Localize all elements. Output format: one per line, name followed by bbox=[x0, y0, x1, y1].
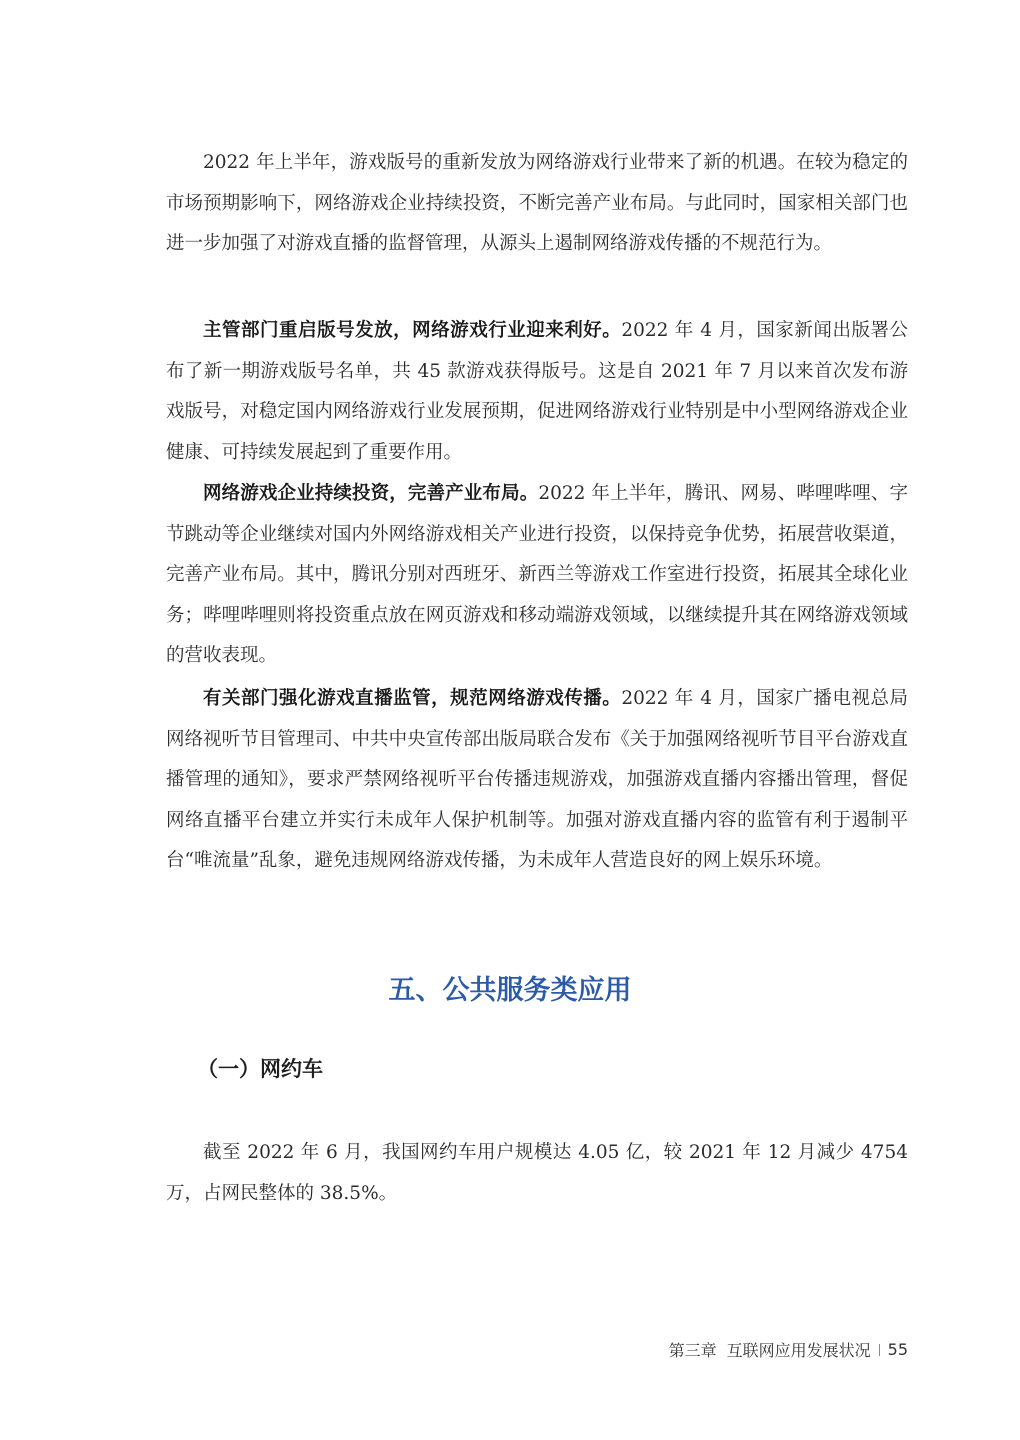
footer-separator bbox=[879, 1344, 880, 1356]
page-footer bbox=[669, 1338, 908, 1361]
paragraph-lead: 有关部门强化游戏直播监管，规范网络游戏传播。 bbox=[203, 688, 622, 709]
paragraph-lead: 主管部门重启版号发放，网络游戏行业迎来利好。 bbox=[203, 320, 622, 341]
paragraph-intro bbox=[166, 143, 908, 265]
paragraph-livestream-regulation bbox=[166, 679, 908, 882]
paragraph-investment bbox=[166, 474, 908, 677]
paragraph-text: 2022 年 4 月，国家新闻出版署公布了新一期游戏版号名单，共 45 款游戏获得版号。这是自 2021 年 7 月以来首次发布游戏版号，对稳定国内网络游戏行业发展预期，促进网络游戏行业特别是中小型网络游戏企业健康、可持续发展起到了重要作用。 bbox=[166, 320, 908, 463]
paragraph-license-approval bbox=[166, 311, 908, 473]
page-number: 55 bbox=[887, 1340, 908, 1359]
footer-chapter: 第三章 bbox=[668, 1341, 717, 1360]
paragraph-lead: 网络游戏企业持续投资，完善产业布局。 bbox=[203, 483, 539, 504]
section-title: 五、公共服务类应用 bbox=[388, 975, 632, 1006]
paragraph-ride-hailing bbox=[166, 1133, 908, 1214]
paragraph-text: 2022 年上半年，腾讯、网易、哔哩哔哩、字节跳动等企业继续对国内外网络游戏相关产业进行投资，以保持竞争优势，拓展营收渠道，完善产业布局。其中，腾讯分别对西班牙、新西兰等游戏工作室进行投资，拓展其全球化业务；哔哩哔哩则将投资重点放在网页游戏和移动端游戏领域，以继续提升其在网络游戏领域的营收表现。 bbox=[166, 483, 908, 667]
subsection-title: （一）网约车 bbox=[197, 1057, 323, 1081]
footer-chapter-title: 互联网应用发展状况 bbox=[726, 1341, 871, 1360]
paragraph-text: 2022 年 4 月，国家广播电视总局网络视听节目管理司、中共中央宣传部出版局联合发布《关于加强网络视听节目平台游戏直播管理的通知》，要求严禁网络视听平台传播违规游戏，加强游戏直播内容播出管理，督促网络直播平台建立并实行未成年人保护机制等。加强对游戏直播内容的监管有利于遏制平台“唯流量”乱象，避免违规网络游戏传播，为未成年人营造良好的网上娱乐环境。 bbox=[166, 688, 908, 872]
paragraph-text: 截至 2022 年 6 月，我国网约车用户规模达 4.05 亿，较 2021 年 12 月减少 4754 万，占网民整体的 38.5%。 bbox=[166, 1142, 908, 1204]
paragraph-text: 2022 年上半年，游戏版号的重新发放为网络游戏行业带来了新的机遇。在较为稳定的市场预期影响下，网络游戏企业持续投资，不断完善产业布局。与此同时，国家相关部门也进一步加强了对游戏直播的监督管理，从源头上遏制网络游戏传播的不规范行为。 bbox=[166, 152, 908, 255]
